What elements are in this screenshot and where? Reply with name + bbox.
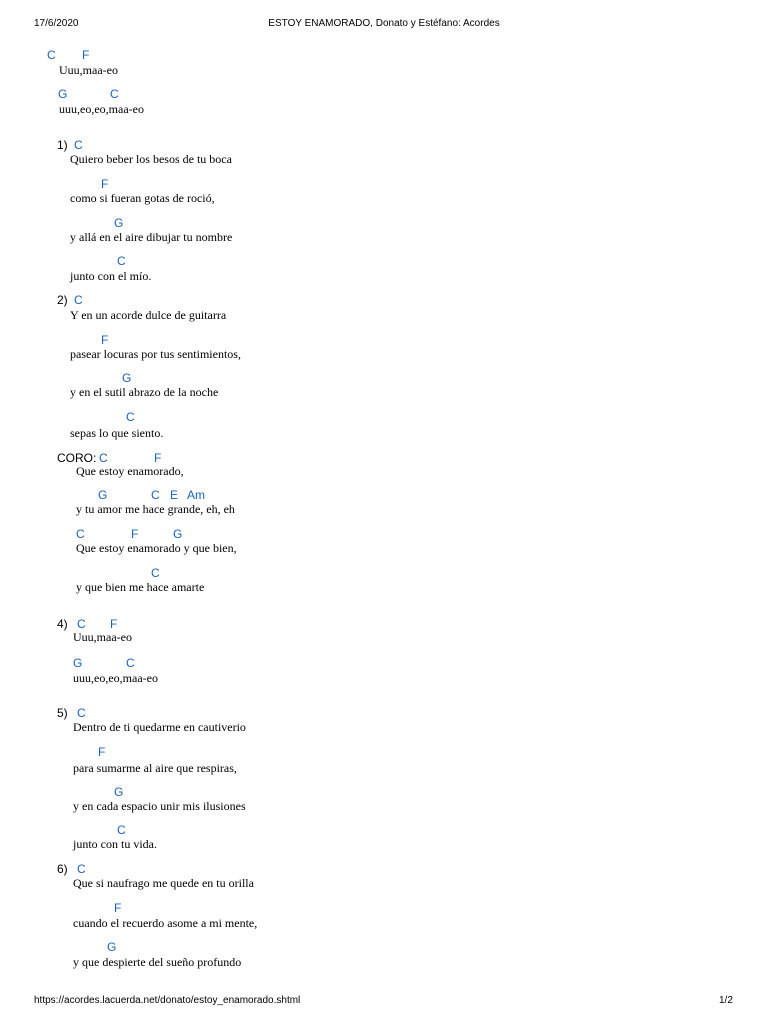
chord: C (76, 527, 85, 541)
lyric-line: cuando el recuerdo asome a mi mente, (73, 916, 258, 930)
lyric-line: Dentro de ti quedarme en cautiverio (73, 720, 246, 734)
lyric-line: junto con el mío. (70, 269, 152, 283)
verse-number: 1) (57, 138, 68, 152)
source-url-link[interactable]: https://acordes.lacuerda.net/donato/estoy_enamorado.shtml (34, 995, 301, 1006)
chord: G (114, 785, 124, 799)
lyric-line: uuu,eo,eo,maa-eo (73, 671, 158, 685)
lyric-line: y en cada espacio unir mis ilusiones (73, 799, 246, 813)
chord: G (173, 527, 183, 541)
chorus-label: CORO: (57, 451, 97, 465)
lyric-line: y en el sutil abrazo de la noche (70, 385, 219, 399)
chord: G (114, 216, 124, 230)
chord: C (47, 48, 56, 62)
chord: C (117, 254, 126, 268)
lyric-line: Que estoy enamorado y que bien, (76, 541, 237, 555)
chord: C (99, 451, 108, 465)
chord: G (98, 488, 108, 502)
chord: F (101, 333, 109, 347)
verse-number: 6) (57, 862, 68, 876)
chord: G (73, 656, 83, 670)
lyric-line: pasear locuras por tus sentimientos, (70, 347, 241, 361)
lyric-line: junto con tu vida. (73, 837, 157, 851)
chord: C (77, 862, 86, 876)
lyric-line: y que bien me hace amarte (76, 580, 205, 594)
verse-number: 2) (57, 293, 68, 307)
lyric-line: sepas lo que siento. (70, 426, 164, 440)
lyric-line: como si fueran gotas de roció, (70, 191, 215, 205)
chord: F (154, 451, 162, 465)
chord: C (117, 823, 126, 837)
chord: C (151, 488, 160, 502)
lyric-line: Que si naufrago me quede en tu orilla (73, 876, 254, 890)
page-title: ESTOY ENAMORADO, Donato y Estéfano: Acordes (268, 18, 500, 29)
chord: F (110, 617, 118, 631)
chord: Am (187, 488, 205, 502)
lyric-line: para sumarme al aire que respiras, (73, 761, 237, 775)
chord: G (122, 371, 132, 385)
verse-number: 4) (57, 617, 68, 631)
chord: F (131, 527, 139, 541)
chord: G (58, 87, 68, 101)
chord: C (77, 617, 86, 631)
chord: C (74, 138, 83, 152)
chord: C (74, 293, 83, 307)
lyric-line: y que despierte del sueño profundo (73, 955, 242, 969)
chord: C (126, 410, 135, 424)
chord: F (101, 177, 109, 191)
lyric-line: uuu,eo,eo,maa-eo (59, 102, 144, 116)
chord: G (107, 940, 117, 954)
lyric-line: y allá en el aire dibujar tu nombre (70, 230, 233, 244)
lyric-line: Uuu,maa-eo (59, 63, 118, 77)
chord: C (151, 566, 160, 580)
lyric-line: y tu amor me hace grande, eh, eh (76, 502, 235, 516)
verse-number: 5) (57, 706, 68, 720)
chord: C (110, 87, 119, 101)
chord: F (114, 901, 122, 915)
page-number: 1/2 (719, 995, 733, 1006)
chord: F (98, 745, 106, 759)
print-date: 17/6/2020 (34, 18, 79, 29)
chord: C (77, 706, 86, 720)
chord: F (82, 48, 90, 62)
lyric-line: Uuu,maa-eo (73, 630, 132, 644)
chord: C (126, 656, 135, 670)
lyric-line: Quiero beber los besos de tu boca (70, 152, 232, 166)
chord: E (170, 488, 179, 502)
lyric-line: Y en un acorde dulce de guitarra (70, 308, 227, 322)
lyric-line: Que estoy enamorado, (76, 464, 184, 478)
